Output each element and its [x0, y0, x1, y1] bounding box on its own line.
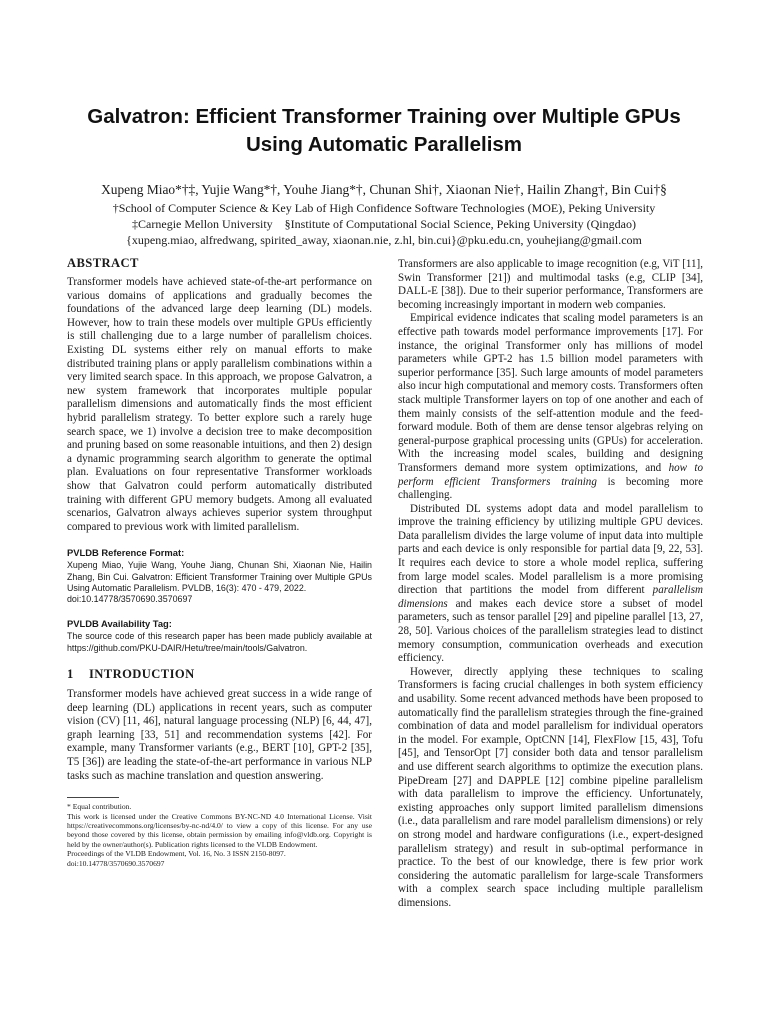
intro-heading — [67, 667, 372, 682]
availability-text: The source code of this research paper has been made publicly available at https://github.com/PKU-DAIR/Hetu/tree/main/tools/Galvatron. — [67, 631, 372, 653]
footnote-equal-contribution: * Equal contribution. — [67, 802, 132, 812]
footnote-doi: doi:10.14778/3570690.3570697 — [67, 858, 165, 868]
intro-paragraph — [398, 312, 703, 502]
intro-paragraph: Transformers are also applicable to image recognition (e.g, ViT [11], Swin Transformer [21]) and multimodal tasks (e.g, CLIP [34], DALL-E [38]). Due to their superior performance, Transformers are becoming increasingly important in modern web companies. — [398, 258, 703, 311]
author-list: Xupeng Miao*†‡, Yujie Wang*†, Youhe Jiang*†, Chunan Shi†, Xiaonan Nie†, Hailin Zhang†, Bin Cui†§ — [101, 182, 667, 197]
intro-paragraph: Transformer models have achieved great success in a wide range of deep learning (DL) applications in recent years, such as computer vision (CV) [11, 46], natural language processing (NLP) [6, 44, 47], graph learning [33, 51] and recommendation systems [42]. For example, many Transformer variants (e.g., BERT [10], GPT-2 [35], T5 [36]) are leading the state-of-the-art performance in various NLP tasks such as machine translation and question answering. — [67, 688, 372, 782]
reference-doi: doi:10.14778/3570690.3570697 — [67, 594, 193, 605]
abstract-heading: ABSTRACT — [67, 256, 139, 270]
emphasis-text: parallelism dimensions — [398, 584, 703, 610]
footnote-proceedings: Proceedings of the VLDB Endowment, Vol. 16, No. 3 ISSN 2150-8097. — [67, 849, 286, 859]
section-number: 1 — [67, 667, 74, 682]
intro-paragraph: However, directly applying these techniques to scaling Transformers is facing crucial challenges in both system efficiency and usability. Some recent advanced methods have been proposed to automatically find the parallelism strategies through the fine-grained combination of data and model parallelism for individual operators in the model. For example, OptCNN [14], FlexFlow [15, 43], Tofu [45], and TensorOpt [7] consider both data and tensor parallelism and use different search algorithms to optimize the execution plans. PipeDream [27] and DAPPLE [12] combine pipeline parallelism with data parallelism to improve the efficiency. Unfortunately, existing approaches only support limited parallelism dimensions (i.e., data parallelism and rare model parallelism dimensions) or rely on strong model and hardware configurations (i.e., expert-designed parallelism strategy) and result in sub-optimal performance in practice. To the best of our knowledge, there is few prior work considering the automatic parallelism for large-scale Transformers with a complex search space including multiple parallelism dimensions. — [398, 665, 703, 909]
emphasis-text: how to perform efficient Transformers training — [398, 461, 703, 488]
author-emails: {xupeng.miao, alfredwang, spirited_away, xiaonan.nie, z.hl, bin.cui}@pku.edu.cn, youhejiang@gmail.com — [126, 233, 642, 247]
left-column — [67, 256, 372, 868]
title-line: Galvatron: Efficient Transformer Training over Multiple GPUs — [87, 105, 681, 128]
right-column — [398, 258, 703, 911]
text-run: is becoming more challenging. — [398, 475, 703, 502]
section-title: INTRODUCTION — [89, 667, 195, 682]
abstract-text: Transformer models have achieved state-of-the-art performance on various domains of applications and gradually becomes the foundations of the advanced large deep learning (DL) models. However, how to train these models over multiple GPUs efficiently is still challenging due to a large number of parallelism choices. Existing DL systems either rely on manual efforts to make distributed training plans or apply parallelism combinations within a very limited search space. In this approach, we propose Galvatron, a new system framework that incorporates multiple popular parallelism dimensions and automatically finds the most efficient hybrid parallelism strategy. To better explore such a rarely huge search space, we 1) involve a decision tree to make decomposition and pruning based on some reasonable intuitions, and then 2) design a dynamic programming search algorithm to generate the optimal plan. Evaluations on four representative Transformer workloads show that Galvatron could perform automatically distributed training with different GPU memory budgets. Among all evaluated scenarios, Galvatron always achieves superior system throughput compared to previous work with limited parallelism. — [67, 276, 372, 533]
availability-heading: PVLDB Availability Tag: — [67, 618, 172, 630]
paper-title — [40, 103, 728, 159]
footnote-license: This work is licensed under the Creative Commons BY-NC-ND 4.0 International License. Visit https://creativecommons.org/licenses/by-nc-nd/4.0/ to view a copy of this license. For any use beyond those covered by this license, obtain permission by emailing info@vldb.org. Copyright is held by the owner/author(s). Publication rights licensed to the VLDB Endowment. — [67, 811, 372, 849]
text-run: and makes each device store a subset of model parameters, such as tensor parallel [29] and pipeline parallel [13, 27, 28, 50]. Various choices of the parallelism strategies lead to distinct memory consumption, communication overheads and execution efficiency. — [398, 597, 703, 665]
reference-text: Xupeng Miao, Yujie Wang, Youhe Jiang, Chunan Shi, Xiaonan Nie, Hailin Zhang, Bin Cui. Galvatron: Efficient Transformer Training over Multiple GPUs Using Automatic Parallelism. PVLDB, 16(3): 470 - 479, 2022. — [67, 560, 372, 593]
footnote-rule — [67, 797, 119, 798]
reference-heading: PVLDB Reference Format: — [67, 547, 185, 559]
affiliation-pku: †School of Computer Science & Key Lab of High Confidence Software Technologies (MOE), Peking University — [112, 201, 656, 215]
intro-paragraph — [398, 503, 703, 666]
title-line: Using Automatic Parallelism — [245, 133, 523, 156]
text-run: Distributed DL systems adopt data and model parallelism to improve the training efficiency by utilizing multiple GPU devices. Data parallelism divides the large volume of input data into multiple parts and each device is only responsible for partial data [9, 22, 53]. It requires each device to store a whole model replica, suffering from large model scales. Model parallelism is a more promising direction that partitions the model from different — [398, 502, 703, 597]
affiliation-cmu-qingdao: ‡Carnegie Mellon University §Institute of Computational Social Science, Peking University (Qingdao) — [132, 217, 636, 231]
text-run: Empirical evidence indicates that scaling model parameters is an effective path towards model performance improvements [17]. For instance, the original Transformer only has millions of model parameters while GPT-2 has 1.5 billion model parameters with superior performance [35]. Such large amounts of model parameters also incur high computational and memory costs. Transformers often stack multiple Transformer layers on top of one another and each of them mainly consists of the self-attention module and the feed-forward module. Both of them are dense tensor algebras relying on general-purpose graphical processing units (GPUs) for acceleration. With the increasing model scales, building and designing Transformers demand more system optimizations, and — [398, 312, 703, 474]
